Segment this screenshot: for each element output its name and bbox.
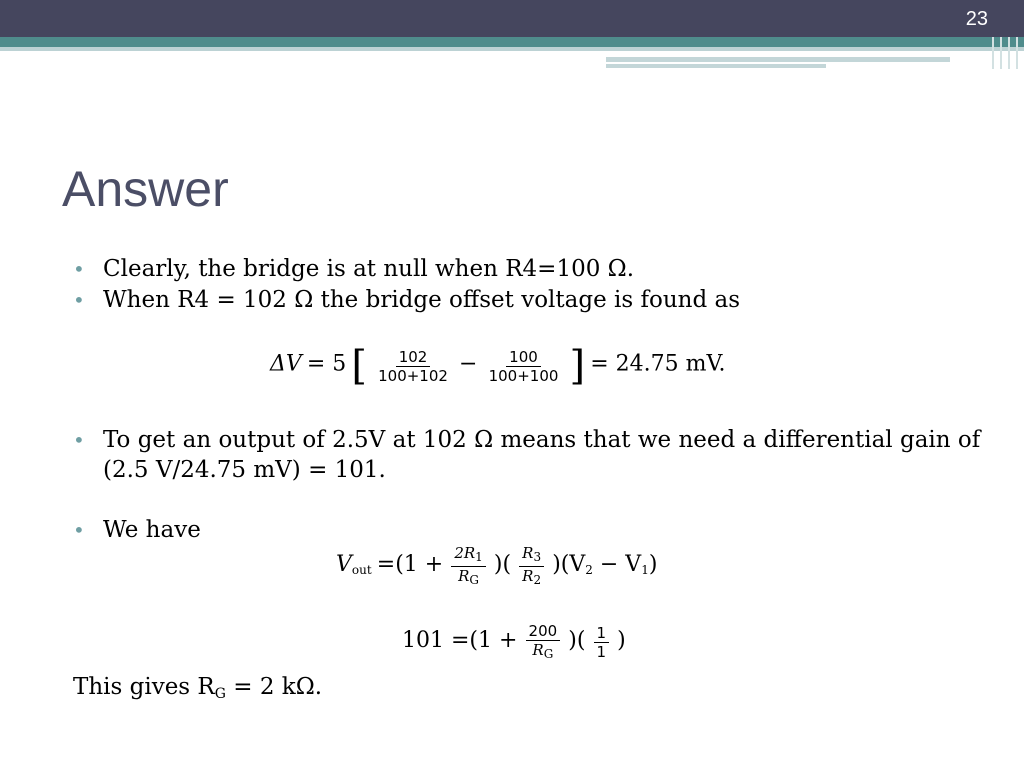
fraction <box>375 348 451 385</box>
fraction <box>451 544 485 589</box>
bullet-item: • Clearly, the bridge is at null when R4=100 Ω. <box>73 254 634 284</box>
eq-lhs: $V_{out}$ <box>336 552 372 577</box>
equation-offset-voltage <box>270 343 726 389</box>
fraction <box>526 622 561 663</box>
decorative-line <box>1000 37 1002 69</box>
eq-part: ) <box>617 628 626 653</box>
fraction <box>594 624 610 661</box>
equation-gain <box>336 544 657 589</box>
bullet-item: • To get an output of 2.5V at 102 Ω means that we need a differential gain of (2.5 V/24.75 mV) = 101. <box>73 425 1003 485</box>
header-light-band <box>0 47 1024 51</box>
fraction <box>486 348 562 385</box>
decorative-bar <box>606 57 950 62</box>
numerator: 200 <box>526 622 561 641</box>
decorative-line <box>992 37 994 69</box>
denominator: 1 <box>596 643 607 661</box>
right-bracket: ] <box>569 343 586 389</box>
slide-number: 23 <box>965 8 988 30</box>
fraction <box>519 544 544 589</box>
decorative-line <box>1016 37 1018 69</box>
minus-sign: − <box>459 351 478 377</box>
numerator: $R_3$ <box>519 544 544 567</box>
header-band <box>0 0 1024 37</box>
decorative-bar <box>606 64 826 68</box>
header-accent-band <box>0 37 1024 47</box>
numerator: 102 <box>396 348 431 367</box>
denominator: $R_G$ <box>458 567 479 587</box>
bullet-item: • We have <box>73 515 201 545</box>
slide-title: Answer <box>62 161 229 217</box>
denominator: 100+102 <box>378 366 448 385</box>
denominator: $R_2$ <box>522 567 542 587</box>
eq-part: =(1 + <box>376 552 444 577</box>
eq-equals: = 5 <box>306 351 347 377</box>
decorative-line <box>1008 37 1010 69</box>
numerator: 100 <box>506 348 541 367</box>
left-bracket: [ <box>351 343 368 389</box>
eq-lhs: ΔV <box>270 351 302 377</box>
eq-part: )( <box>493 552 512 577</box>
numerator: 1 <box>594 624 610 643</box>
denominator: 100+100 <box>488 366 559 385</box>
eq-part: )( <box>568 628 586 653</box>
eq-result: = 24.75 mV. <box>590 351 726 377</box>
denominator: $R_G$ <box>532 641 554 661</box>
bullet-item: • When R4 = 102 Ω the bridge offset voltage is found as <box>73 285 740 315</box>
numerator: $2R_1$ <box>451 544 485 567</box>
equation-solve <box>402 622 626 663</box>
eq-part: )$(V_2 - V_1)$ <box>552 552 658 577</box>
eq-part: 101 =(1 + <box>402 628 518 653</box>
result-text: This gives $R_G = 2$ kΩ. <box>73 674 323 702</box>
